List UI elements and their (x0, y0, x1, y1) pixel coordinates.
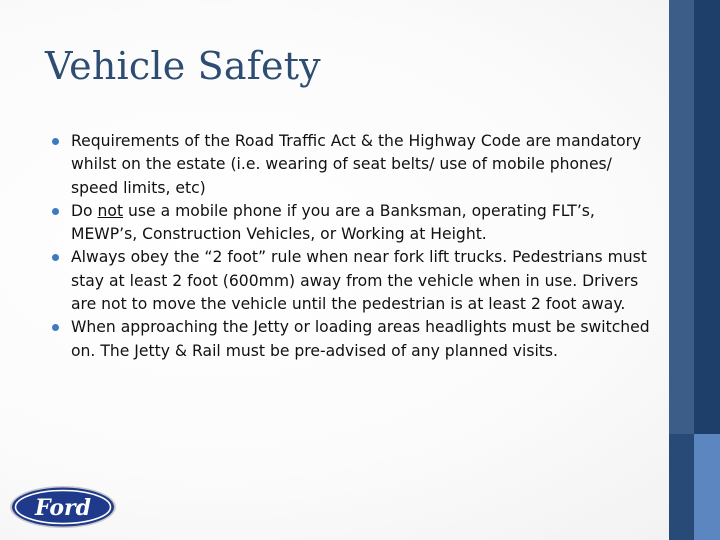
bullet-dot-icon (52, 324, 59, 331)
sidebar-block-lower-right (694, 434, 720, 540)
bullet-item (50, 130, 650, 200)
bullet-item (50, 246, 650, 316)
bullet-dot-icon (52, 138, 59, 145)
bullet-dot-icon (52, 254, 59, 261)
ford-logo-icon (8, 484, 118, 530)
bullet-dot-icon (52, 208, 59, 215)
bullet-item (50, 200, 650, 247)
bullet-text: When approaching the Jetty or loading areas headlights must be switched on. The Jetty & Rail must be pre-advised of any planned visits. (71, 318, 650, 360)
bullet-text-suffix: use a mobile phone if you are a Banksman, operating FLT’s, MEWP’s, Construction Vehicles, or Working at Height. (71, 201, 595, 244)
bullet-text: Requirements of the Road Traffic Act & the Highway Code are mandatory whilst on the estate (i.e. wearing of seat belts/ use of mobile phones/ speed limits, etc) (71, 132, 642, 197)
bullet-text-emphasis: not (97, 201, 124, 220)
bullet-list (50, 130, 650, 363)
bullet-text: Always obey the “2 foot” rule when near fork lift trucks. Pedestrians must stay at least 2 foot (600mm) away from the vehicle when in use. Drivers are not to move the vehicle until the pedestrian is at least 2 foot away. (71, 248, 647, 314)
bullet-item (50, 316, 650, 363)
ford-logo-wordmark: Ford (34, 495, 92, 521)
sidebar-stripe-left (669, 0, 694, 434)
bullet-text-prefix: Do (71, 201, 98, 220)
sidebar-block-lower-left (669, 434, 694, 540)
sidebar-stripe-right (694, 0, 720, 434)
slide-title: Vehicle Safety (45, 44, 321, 88)
